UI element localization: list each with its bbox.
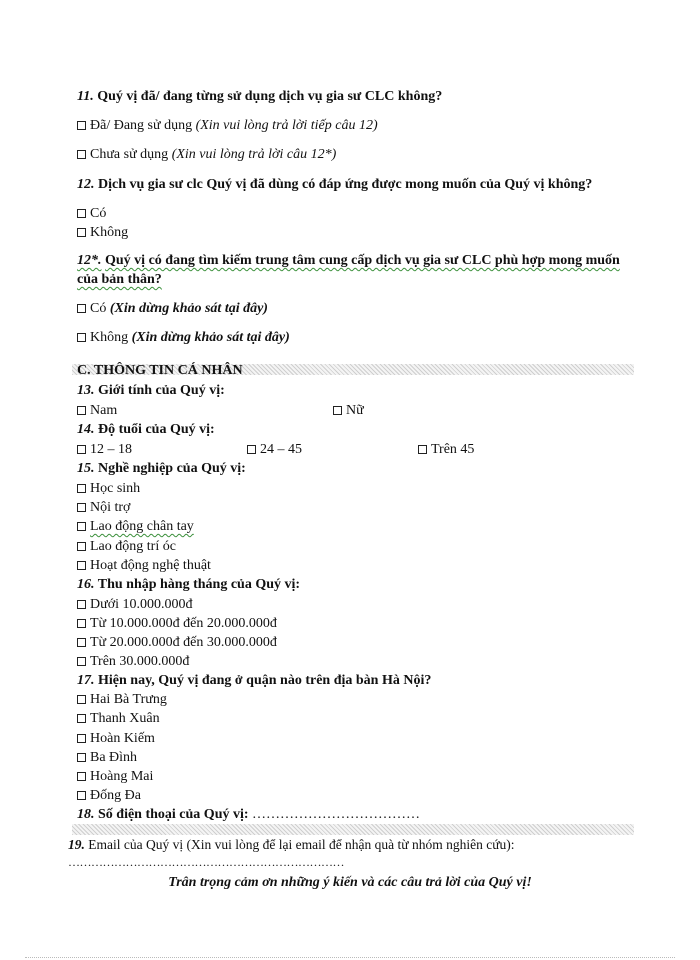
option-q17-dong-da[interactable] [77,787,141,805]
closing-note: Trân trọng cảm ơn những ý kiến và các câu trả lời của Quý vị! [168,875,532,890]
checkbox[interactable] [77,772,86,781]
option-label: Nội trợ [90,500,131,515]
checkbox[interactable] [77,333,86,342]
option-note: (Xin dừng khảo sát tại đây) [131,330,290,345]
option-q14-24-45[interactable] [247,441,302,459]
question-11 [77,88,442,106]
checkbox[interactable] [247,445,256,454]
option-q12-no[interactable] [77,224,128,242]
phone-blank[interactable]: ……………………………… [252,807,421,822]
checkbox[interactable] [77,542,86,551]
checkbox[interactable] [77,121,86,130]
option-label: Không [90,225,129,240]
option-q16-over-30m[interactable] [77,653,189,671]
question-text: Hiện nay, Quý vị đang ở quận nào trên địa bàn Hà Nội? [98,673,432,688]
checkbox[interactable] [77,638,86,647]
question-text: Email của Quý vị (Xin vui lòng để lại email để nhận quà từ nhóm nghiên cứu): [88,837,515,852]
question-text: Độ tuổi của Quý vị: [98,422,215,437]
option-q12s-yes[interactable] [77,300,268,318]
checkbox[interactable] [77,209,86,218]
question-number: 14. [77,422,95,437]
option-label: Ba Đình [90,750,138,765]
question-12-star-cont [77,271,162,289]
option-q16-20-30m[interactable] [77,634,277,652]
option-q14-over-45[interactable] [418,441,474,459]
checkbox[interactable] [77,406,86,415]
option-q17-thanh-xuan[interactable] [77,710,160,728]
option-q17-ba-dinh[interactable] [77,749,137,767]
option-label: Chưa sử dụng [90,147,169,162]
option-q17-hai-ba-trung[interactable] [77,691,167,709]
option-q11-not-used[interactable] [77,146,336,164]
question-15 [77,460,246,478]
option-q15-manual[interactable] [77,518,194,536]
question-12 [77,176,592,194]
option-label: Không [90,330,129,345]
option-label: Trên 30.000.000đ [90,654,190,669]
question-number: 13. [77,383,95,398]
question-text: Dịch vụ gia sư clc Quý vị đã dùng có đáp ứng được mong muốn của Quý vị không? [98,177,593,192]
option-q13-female[interactable] [333,402,364,420]
question-text: Quý vị có đang tìm kiếm trung tâm cung cấp dịch vụ gia sư CLC phù hợp mong muốn [105,253,620,268]
section-c-title: C. THÔNG TIN CÁ NHÂN [77,363,243,378]
email-blank[interactable]: ……………………………………………………………… [68,855,344,869]
checkbox[interactable] [77,657,86,666]
option-note: (Xin vui lòng trả lời câu 12*) [171,147,337,162]
option-q15-intellectual[interactable] [77,538,176,556]
checkbox[interactable] [333,406,342,415]
checkbox[interactable] [77,714,86,723]
checkbox[interactable] [77,561,86,570]
question-16 [77,576,300,594]
checkbox[interactable] [77,522,86,531]
option-label: Thanh Xuân [90,711,160,726]
option-label: 12 – 18 [90,442,132,457]
checkbox[interactable] [77,503,86,512]
option-q17-hoan-kiem[interactable] [77,730,155,748]
question-18 [77,806,420,824]
option-q16-under-10m[interactable] [77,596,193,614]
option-q15-homemaker[interactable] [77,499,130,517]
option-label: Trên 45 [431,442,475,457]
option-label: Hoàn Kiếm [90,731,155,746]
option-label: Có [90,206,107,221]
option-label: Từ 20.000.000đ đến 30.000.000đ [90,635,277,650]
option-q15-art[interactable] [77,557,211,575]
option-q13-male[interactable] [77,402,117,420]
option-label: Đã/ Đang sử dụng [90,118,193,133]
option-label: Từ 10.000.000đ đến 20.000.000đ [90,616,277,631]
question-text: Giới tính của Quý vị: [98,383,225,398]
checkbox[interactable] [77,150,86,159]
option-label: Hai Bà Trưng [90,692,167,707]
checkbox[interactable] [77,695,86,704]
option-q16-10-20m[interactable] [77,615,277,633]
option-label: Nam [90,403,118,418]
question-text: Số điện thoại của Quý vị: [98,807,249,822]
checkbox[interactable] [77,791,86,800]
option-label: Có [90,301,107,316]
question-number: 12*. [77,253,102,268]
question-number: 17. [77,673,95,688]
option-q11-used[interactable] [77,117,378,135]
option-label: Hoàng Mai [90,769,154,784]
option-q12s-no[interactable] [77,329,290,347]
checkbox[interactable] [77,228,86,237]
checkbox[interactable] [77,445,86,454]
option-label: Lao động chân tay [90,519,194,534]
option-label: Nữ [346,403,364,418]
checkbox[interactable] [418,445,427,454]
question-number: 18. [77,807,95,822]
question-number: 12. [77,177,95,192]
option-label: Đống Đa [90,788,141,803]
question-text: Nghề nghiệp của Quý vị: [98,461,246,476]
question-text: Quý vị đã/ đang từng sử dụng dịch vụ gia sư CLC không? [97,89,443,104]
checkbox[interactable] [77,619,86,628]
question-number: 16. [77,577,95,592]
option-q15-student[interactable] [77,480,140,498]
option-label: Dưới 10.000.000đ [90,597,193,612]
option-note: (Xin dừng khảo sát tại đây) [109,301,268,316]
question-number: 19. [68,837,85,852]
question-12-star [77,252,620,270]
question-17 [77,672,431,690]
question-text: của bản thân? [77,272,162,287]
option-q14-12-18[interactable] [77,441,132,459]
question-number: 15. [77,461,95,476]
section-divider [72,824,634,835]
option-label: Học sinh [90,481,141,496]
checkbox[interactable] [77,304,86,313]
checkbox[interactable] [77,484,86,493]
question-text: Thu nhập hàng tháng của Quý vị: [97,577,301,592]
question-number: 11. [77,89,94,104]
option-note: (Xin vui lòng trả lời tiếp câu 12) [195,118,378,133]
option-label: Lao động trí óc [90,539,176,554]
question-14 [77,421,215,439]
option-label: 24 – 45 [260,442,302,457]
checkbox[interactable] [77,734,86,743]
page-bottom-border [25,957,675,958]
checkbox[interactable] [77,753,86,762]
question-13 [77,382,225,400]
checkbox[interactable] [77,600,86,609]
option-label: Hoạt động nghệ thuật [90,558,211,573]
option-q17-hoang-mai[interactable] [77,768,153,786]
question-19 [68,836,515,854]
option-q12-yes[interactable] [77,205,106,223]
